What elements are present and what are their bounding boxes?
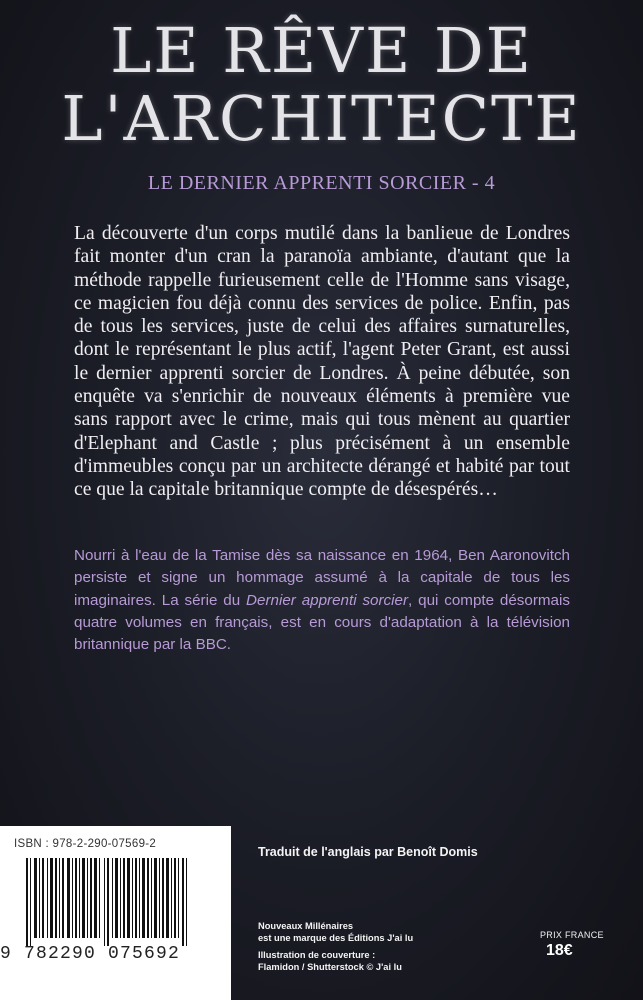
title-line-1: LE RÊVE DE (110, 14, 533, 87)
barcode-digits: 9 782290 075692 (0, 944, 181, 964)
price-label: PRIX FRANCE (540, 930, 604, 940)
synopsis-text: La découverte d'un corps mutilé dans la banlieue de Londres fait monter d'un cran la paranoïa ambiante, d'autant que la méthode rappelle furieusement celle de l'Homme sans visage, ce magicien fou déjà connu des services de police. Enfin, pas de tous les services, juste de celui des affaires surnaturelles, dont le représentant le plus actif, l'agent Peter Grant, est aussi le dernier apprenti sorcier de Londres. À peine débutée, son enquête va s'enrichir de nouveaux éléments à première vue sans rapport avec le crime, mais qui tous mènent au quartier d'Elephant and Castle ; plus précisément à un ensemble d'immeubles conçu par un architecte dérangé et habité par tout ce que la capitale britannique compte de désespérés… (74, 223, 570, 501)
publisher-line-2: est une marque des Éditions J'ai lu (258, 932, 414, 943)
barcode-panel (0, 826, 231, 1000)
title-line-2: L'ARCHITECTE (61, 82, 582, 155)
publisher-line-1: Nouveaux Millénaires (258, 921, 354, 931)
author-bio (74, 545, 570, 656)
isbn-number: ISBN : 978-2-290-07569-2 (14, 838, 157, 850)
price-value: 18€ (546, 942, 573, 959)
bio-part-2: , qui compte désormais quatre volumes en français, est en cours d'adaptation à la télévision britannique par la BBC. (74, 591, 570, 654)
translation-credit: Traduit de l'anglais par Benoît Domis (258, 845, 478, 859)
publisher-info (258, 921, 413, 944)
bio-part-1: Nourri à l'eau de la Tamise dès sa naissance en 1964, Ben Aaronovitch persiste et signe un hommage assumé à la capitale de tous les imaginaires. La série du (74, 547, 570, 609)
bio-series-title: Dernier apprenti sorcier (246, 591, 409, 609)
illustration-line-1: Illustration de couverture : (258, 950, 376, 960)
book-title (0, 14, 643, 155)
illustration-line-2: Flamidon / Shutterstock © J'ai lu (258, 961, 402, 972)
illustration-credit (258, 950, 402, 973)
barcode-image (12, 858, 212, 946)
series-name: LE DERNIER APPRENTI SORCIER - 4 (147, 172, 496, 194)
